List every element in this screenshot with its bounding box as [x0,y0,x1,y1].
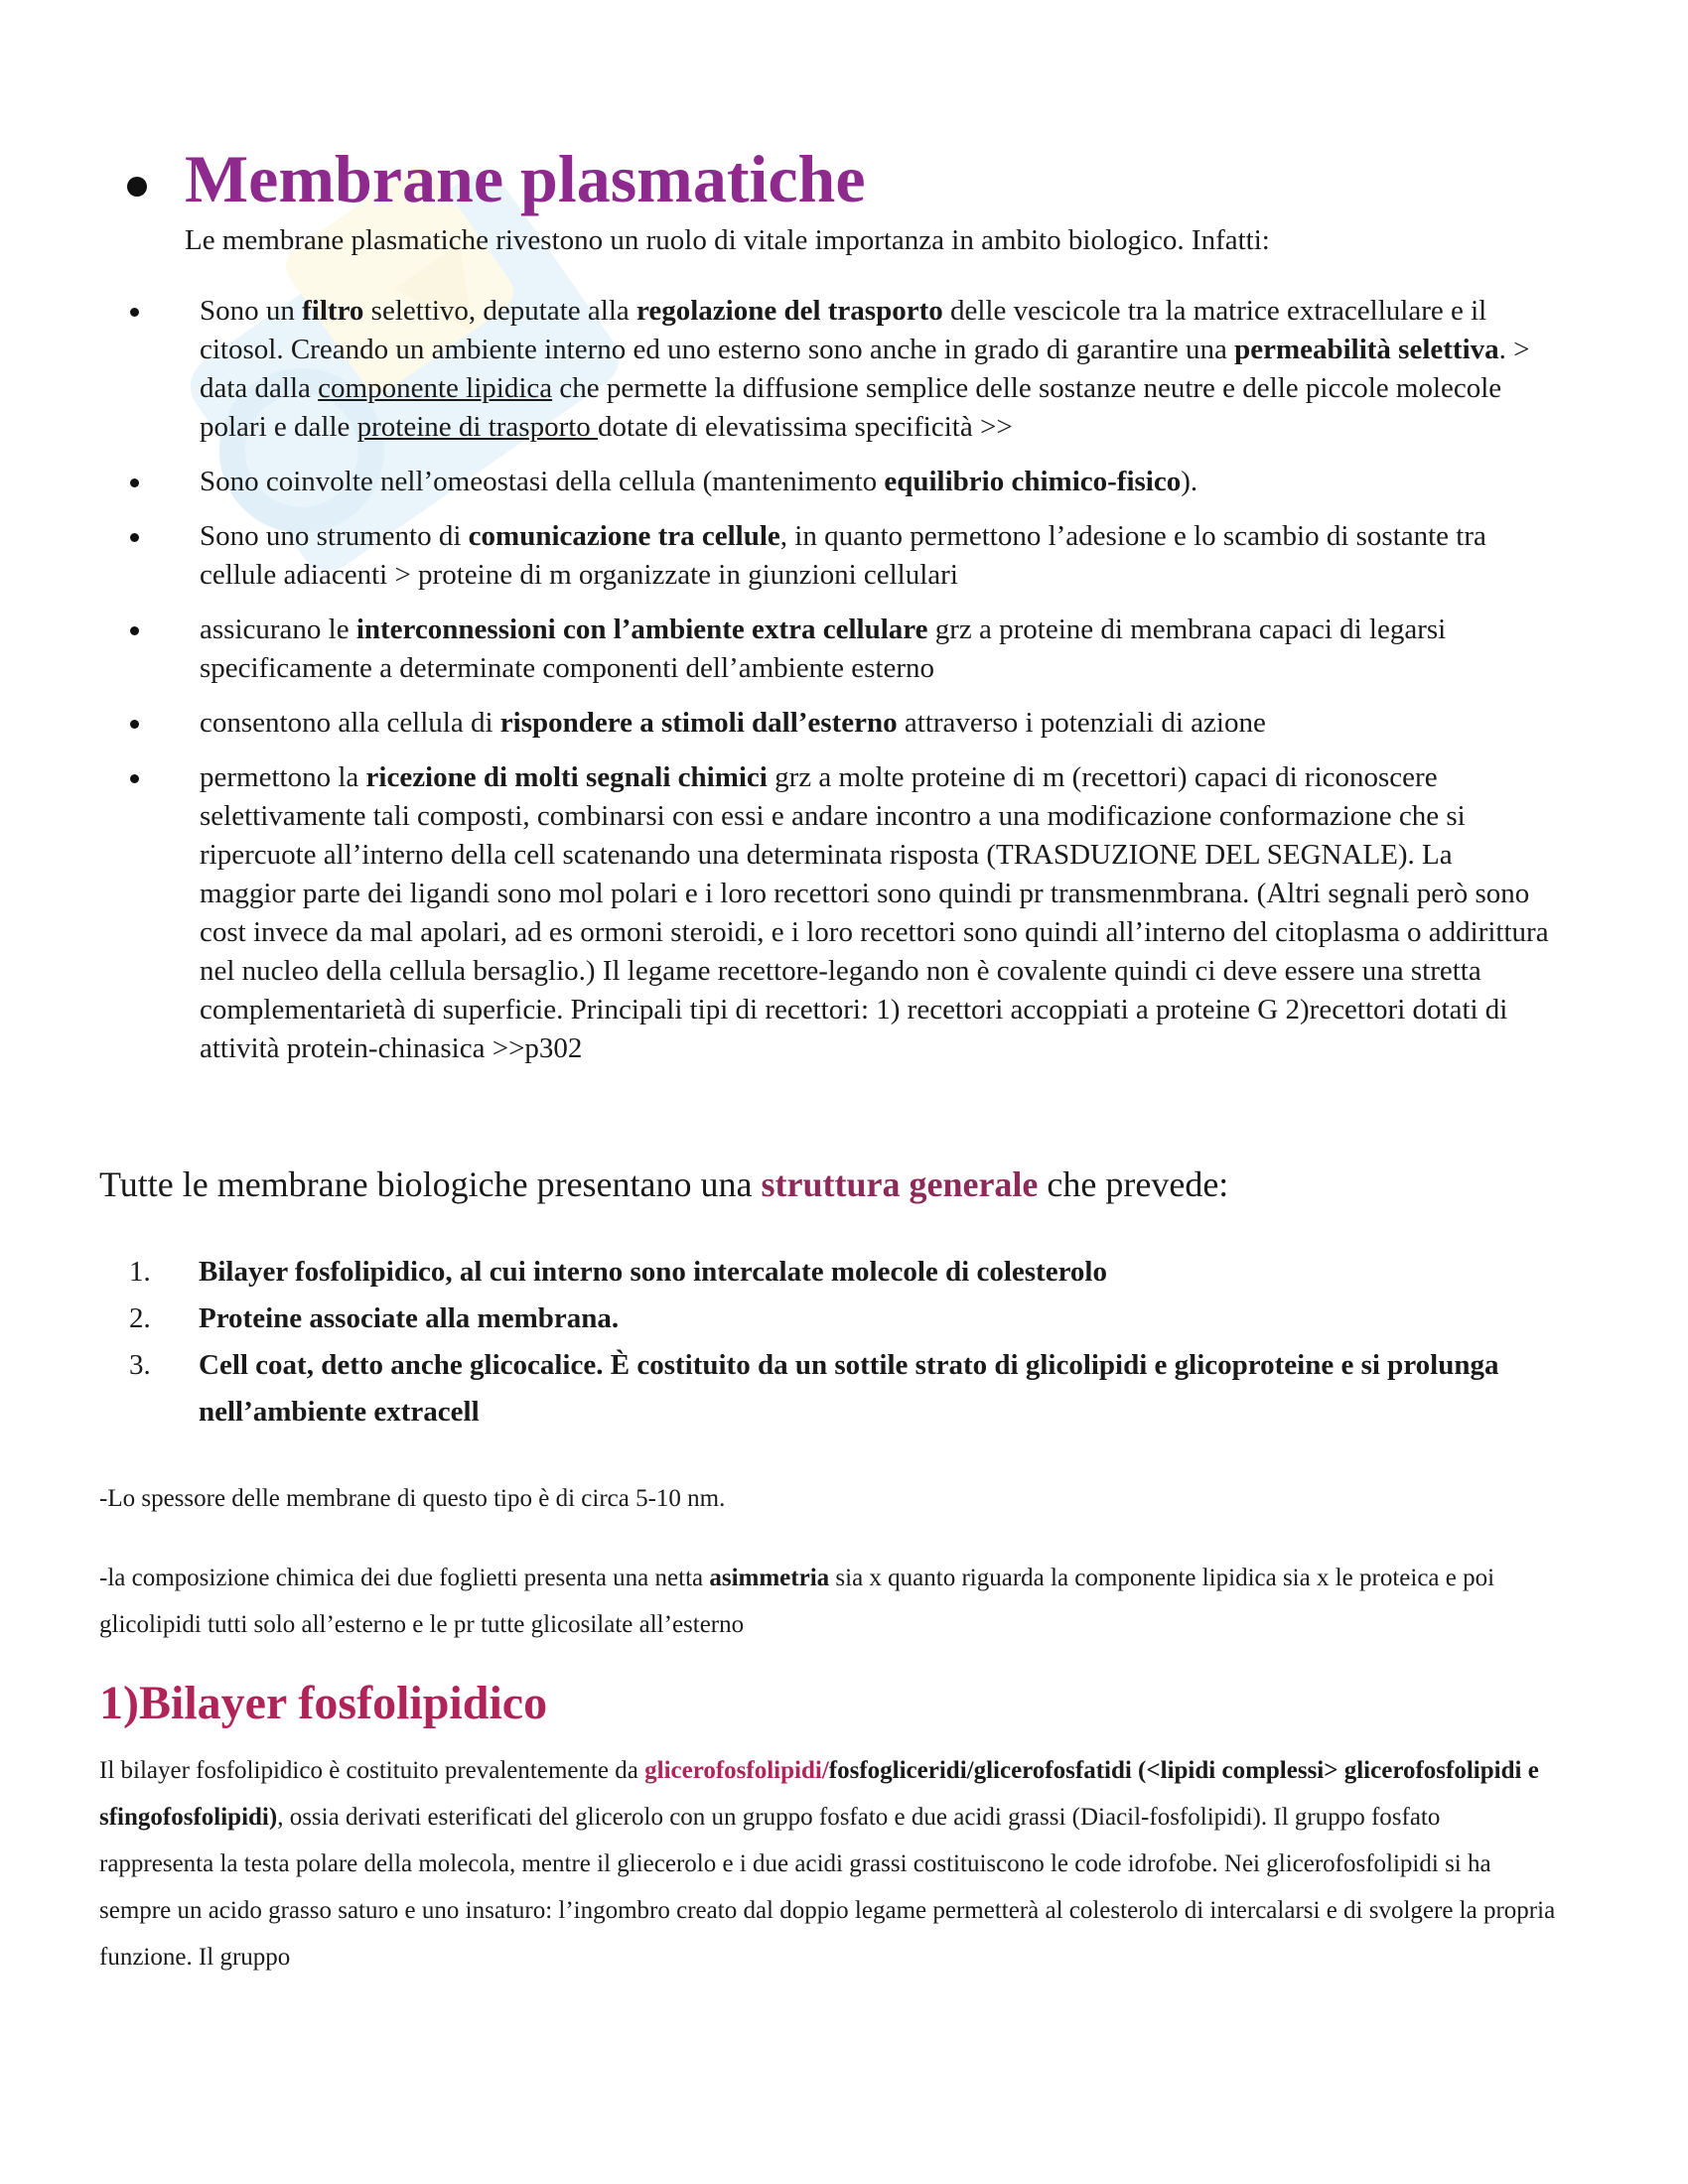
page-title: Membrane plasmatiche [185,141,866,216]
list-item-text: assicurano le interconnessioni con l’ambiente extra cellulare grz a proteine di membrana capaci di legarsi specificamente a determinate componenti dell’ambiente esterno [200,614,1447,684]
list-item: 1. Bilayer fosfolipidico, al cui interno sono intercalate molecole di colesterolo [129,1256,1107,1288]
section-paragraph: Il bilayer fosfolipidico è costituito prevalentemente da glicerofosfolipidi/fosfogliceridi/glicerofosfatidi (<lipidi complessi> glicerofosfolipidi e sfingofosfolipidi), ossia derivati esterificati del glicerolo con un gruppo fosfato e due acidi grassi (Diacil-fosfolipidi). Il gruppo fosfato rappresenta la testa polare della molecola, mentre il gliecerolo e i due acidi grassi costituiscono le code idrofobe. Nei glicerofosfolipidi si ha sempre un acido grasso saturo e uno insaturo: l’ingombro creato dal doppio legame permetterà al colesterolo di intercalarsi e di svolgere la propria funzione. Il gruppo [99,1757,1556,1971]
function-bullet-list [119,292,1549,1084]
list-item [119,611,1549,688]
section-title: 1)Bilayer fosfolipidico [99,1677,548,1729]
structure-highlight: struttura generale [761,1164,1039,1204]
structure-numbered-list [129,1249,1549,1435]
list-item [119,758,1549,1068]
list-item-text: Sono un filtro selettivo, deputate alla regolazione del trasporto delle vescicole tra la matrice extracellulare e il citosol. Creando un ambiente interno ed uno esterno sono anche in grado di garantire una permeabilità selettiva. > data dalla componente lipidica che permette la diffusione semplice delle sostanze neutre e delle piccole molecole polari e dalle proteine di trasporto dotate di elevatissima specificità >> [200,295,1530,443]
thickness-note: -Lo spessore delle membrane di questo tipo è di circa 5-10 nm. [99,1485,726,1512]
bullet-icon [130,720,139,729]
bullet-icon [130,308,139,317]
list-item: 3. Cell coat, detto anche glicocalice. È costituito da un sottile strato di glicolipidi e glicoproteine e si prolunga nell’ambiente extracell [129,1349,1499,1428]
bullet-icon [130,774,139,783]
list-item-text: consentono alla cellula di rispondere a stimoli dall’esterno attraverso i potenziali di azione [200,707,1266,739]
list-item [119,517,1549,595]
structure-intro: Tutte le membrane biologiche presentano una struttura generale che prevede: [99,1164,1229,1204]
title-bullet-icon [127,177,147,197]
list-item-text: Sono coinvolte nell’omeostasi della cellula (mantenimento equilibrio chimico-fisico). [200,466,1198,497]
bullet-icon [130,533,139,542]
asymmetry-note: -la composizione chimica dei due foglietti presenta una netta asimmetria sia x quanto riguarda la componente lipidica sia x le proteica e poi glicolipidi tutti solo all’esterno e le pr tutte glicosilate all’esterno [99,1565,1495,1638]
list-item: 2. Proteine associate alla membrana. [129,1302,620,1334]
bullet-icon [130,626,139,635]
intro-text: Le membrane plasmatiche rivestono un ruolo di vitale importanza in ambito biologico. Infatti: [185,224,1270,256]
list-item [119,704,1549,743]
list-item [119,292,1549,447]
bullet-icon [130,478,139,487]
list-item [119,463,1549,501]
list-item-text: permettono la ricezione di molti segnali chimici grz a molte proteine di m (recettori) capaci di riconoscere selettivamente tali composti, combinarsi con essi e andare incontro a una modificazione conformazione che si ripercuote all’interno della cell scatenando una determinata risposta (TRASDUZIONE DEL SEGNALE). La maggior parte dei ligandi sono mol polari e i loro recettori sono quindi pr transmenmbrana. (Altri segnali però sono cost invece da mal apolari, ad es ormoni steroidi, e i loro recettori sono quindi all’interno del citoplasma o addirittura nel nucleo della cellula bersaglio.) Il legame recettore-legando non è covalente quindi ci deve essere una stretta complementarietà di superficie. Principali tipi di recettori: 1) recettori accoppiati a proteine G 2)recettori dotati di attività protein-chinasica >>p302 [200,761,1549,1064]
list-item-text: Sono uno strumento di comunicazione tra cellule, in quanto permettono l’adesione e lo scambio di sostante tra cellule adiacenti > proteine di m organizzate in giunzioni cellulari [200,520,1486,591]
